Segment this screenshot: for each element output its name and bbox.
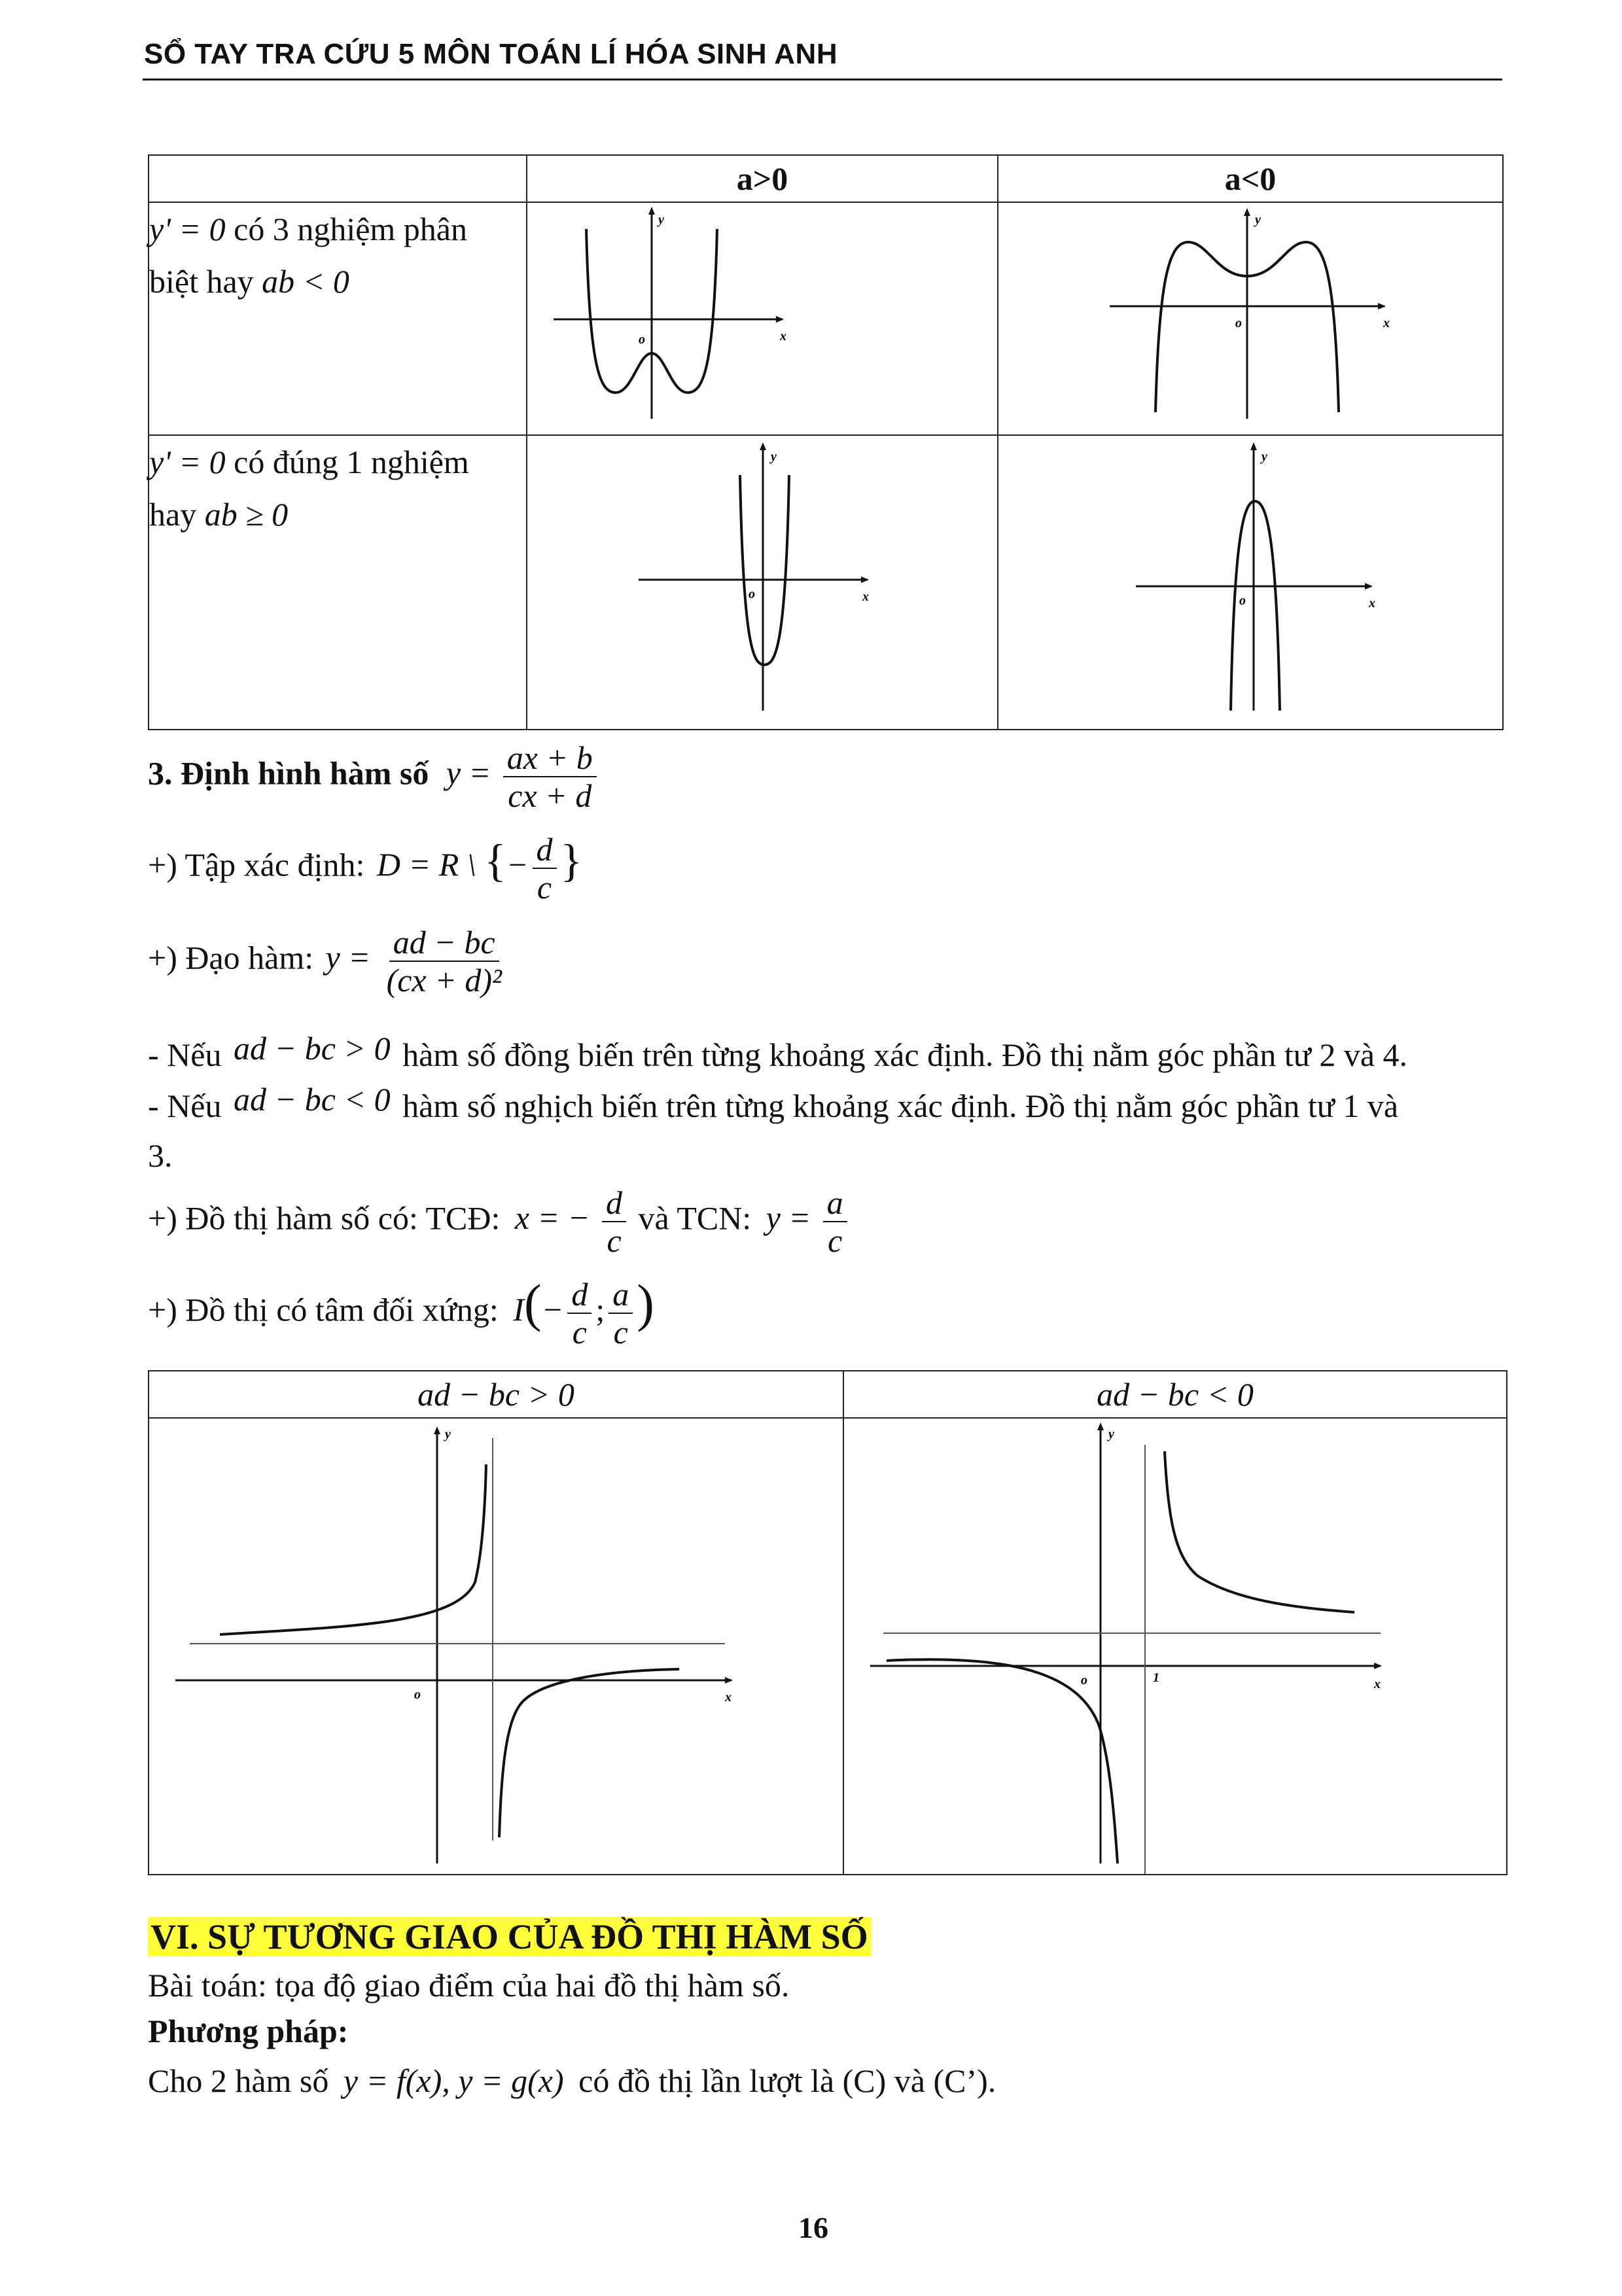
x-axis-label: x (725, 1690, 732, 1704)
given-math: y = f(x), y = g(x) (343, 2062, 564, 2099)
u-shape-graph (527, 436, 997, 729)
header-divider (143, 79, 1502, 80)
w-shape-graph (527, 203, 997, 434)
func-denominator: cx + d (508, 777, 592, 814)
cond-math: ab ≥ 0 (204, 496, 289, 533)
cond-text: có 3 nghiệm phân (234, 211, 468, 247)
asym-d: d (602, 1184, 626, 1222)
asym-y-lhs: y = (766, 1199, 811, 1237)
brace-open: { (484, 836, 506, 887)
vertical-asym-fraction (602, 1184, 626, 1259)
y-axis-label: y (445, 1427, 451, 1441)
domain-label: +) Tập xác định: (148, 846, 365, 883)
asym-label: +) Đồ thị hàm số có: TCĐ: (148, 1199, 501, 1237)
center-I: I (513, 1291, 524, 1328)
cond-text: có đúng 1 nghiệm (234, 444, 469, 480)
case2-line (148, 1081, 1399, 1125)
case1-prefix: - Nếu (148, 1036, 222, 1073)
x-axis-label: x (862, 590, 869, 604)
center-y-fraction (608, 1276, 633, 1351)
deriv-denominator: (cx + d)² (386, 962, 502, 998)
increasing-hyperbola-graph (149, 1419, 843, 1874)
derivative-line (148, 924, 510, 998)
domain-fraction (533, 831, 557, 906)
section6-problem: Bài toán: tọa độ giao điểm của hai đồ thị hàm số. (148, 1967, 790, 2004)
horizontal-asym-fraction (823, 1184, 847, 1259)
x-axis-label: x (1374, 1677, 1381, 1691)
graph-cell-m-shape (998, 202, 1503, 435)
cond-math: ab < 0 (262, 263, 349, 300)
origin-label: o (1239, 593, 1246, 608)
graph-cell-w-shape (527, 202, 998, 435)
case2-math: ad − bc < 0 (233, 1081, 391, 1118)
graph-cell-increasing-hyperbola (149, 1418, 843, 1875)
asym-c: c (607, 1222, 622, 1259)
section6-heading (148, 1917, 871, 1957)
center-label: +) Đồ thị có tâm đối xứng: (148, 1291, 499, 1328)
graph-cell-decreasing-hyperbola (843, 1418, 1507, 1875)
given-suffix: có đồ thị lần lượt là (C) và (C’). (578, 2062, 996, 2099)
section3-heading (148, 739, 601, 814)
deriv-numerator: ad − bc (389, 924, 499, 962)
case1-math: ad − bc > 0 (233, 1030, 391, 1067)
origin-label: o (639, 332, 645, 347)
asym-a: a (823, 1184, 847, 1222)
origin-label: o (1081, 1673, 1087, 1687)
cond-text: hay (149, 496, 197, 533)
decreasing-hyperbola-graph (844, 1419, 1506, 1874)
y-axis-label: y (771, 450, 777, 464)
cond-math: y' = 0 (149, 211, 226, 247)
domain-numerator: d (533, 831, 557, 869)
case2-continuation: 3. (148, 1137, 173, 1174)
graph-cell-u-shape (527, 435, 998, 730)
cond-text: biệt hay (149, 263, 254, 300)
cap-shape-graph (998, 436, 1502, 729)
domain-denominator: c (537, 869, 552, 906)
col-header-negative-text: ad − bc < 0 (1097, 1376, 1254, 1413)
asym-c: c (828, 1222, 843, 1259)
center-x-fraction (567, 1276, 591, 1351)
case2-text: hàm số nghịch biến trên từng khoảng xác định. Đồ thị nằm góc phần tư 1 và (402, 1087, 1399, 1124)
asym-mid: và TCN: (638, 1199, 752, 1237)
case1-text: hàm số đồng biến trên từng khoảng xác định. Đồ thị nằm góc phần tư 2 và 4. (402, 1036, 1408, 1073)
tick-one-label: 1 (1153, 1670, 1159, 1685)
case1-line (148, 1030, 1408, 1074)
graph-cell-cap-shape (998, 435, 1503, 730)
col-header-positive (149, 1371, 843, 1418)
x-axis-label: x (1383, 316, 1390, 330)
brace-close: } (560, 836, 583, 887)
origin-label: o (1235, 316, 1242, 330)
domain-math: D = R \ (376, 846, 476, 883)
cond-math: y' = 0 (149, 444, 226, 480)
col-header-positive-text: ad − bc > 0 (417, 1376, 574, 1413)
func-fraction (503, 739, 597, 814)
func-lhs: y = (446, 754, 491, 792)
y-axis-label: y (1108, 1427, 1114, 1441)
x-axis-label: x (1369, 596, 1375, 610)
center-c: c (613, 1314, 628, 1351)
hyperbola-graph-table (148, 1370, 1507, 1875)
quartic-graph-table (148, 154, 1504, 730)
row-condition-one-root (149, 435, 527, 730)
center-d: d (567, 1276, 591, 1314)
center-a: a (608, 1276, 633, 1314)
section6-method: Phương pháp: (148, 2013, 349, 2049)
origin-label: o (749, 587, 755, 601)
m-shape-graph (998, 203, 1502, 434)
func-numerator: ax + b (503, 739, 597, 777)
section3-title: 3. Định hình hàm số (148, 754, 429, 792)
page-header-title: SỔ TAY TRA CỨU 5 MÔN TOÁN LÍ HÓA SINH ANH (144, 38, 838, 70)
col-header-a-positive: a>0 (527, 155, 998, 202)
deriv-lhs: y = (325, 939, 371, 976)
deriv-fraction (383, 924, 506, 998)
y-axis-label: y (658, 213, 664, 227)
asymptote-line (148, 1184, 851, 1259)
asym-x-lhs: x = − (514, 1199, 590, 1237)
deriv-label: +) Đạo hàm: (148, 939, 314, 976)
domain-line: +) Tập xác định: D = R \ {− $\frac{d}{c}$ } (148, 831, 583, 906)
page-number: 16 (798, 2211, 828, 2244)
y-axis-label: y (1255, 213, 1261, 227)
given-prefix: Cho 2 hàm số (148, 2062, 329, 2099)
x-axis-label: x (780, 329, 786, 344)
origin-label: o (414, 1687, 421, 1702)
case2-prefix: - Nếu (148, 1087, 222, 1124)
section6-given-line (148, 2061, 996, 2100)
center-line: +) Đồ thị có tâm đối xứng: I(− $\frac{d}{c}$ ; $\frac{a}{c}$ ) (148, 1275, 654, 1351)
row-condition-three-roots (149, 202, 527, 435)
col-header-negative (843, 1371, 1507, 1418)
y-axis-label: y (1261, 450, 1267, 464)
center-c: c (572, 1314, 587, 1351)
section6-title: VI. SỰ TƯƠNG GIAO CỦA ĐỒ THỊ HÀM SỐ (148, 1917, 871, 1956)
col-header-a-negative: a<0 (998, 155, 1503, 202)
table-corner-cell (149, 155, 527, 202)
